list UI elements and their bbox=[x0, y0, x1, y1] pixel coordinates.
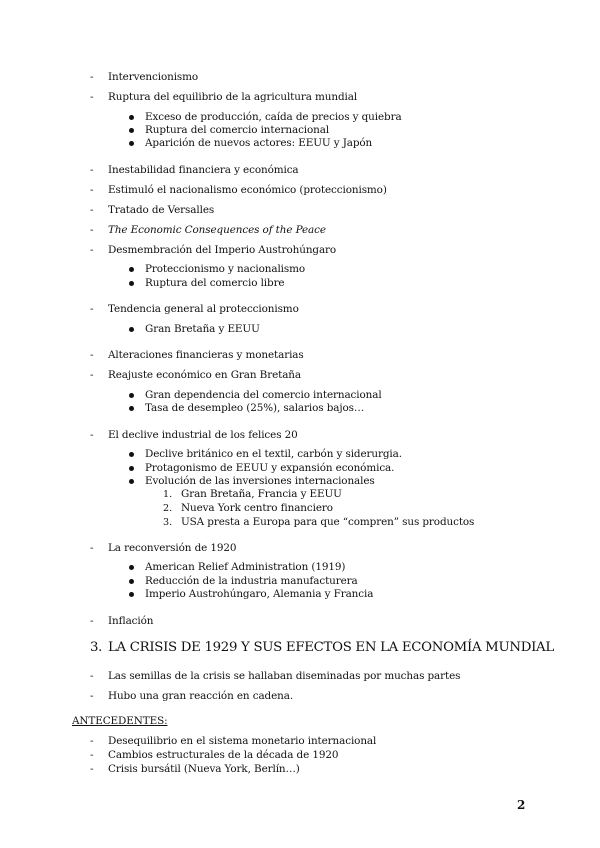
bullet-dot bbox=[129, 452, 134, 457]
bullet-dot bbox=[129, 327, 134, 332]
sub-item: Exceso de producción, caída de precios y quiebra bbox=[145, 111, 402, 123]
dash: - bbox=[90, 369, 94, 381]
bullet-dot bbox=[129, 115, 134, 120]
numbered-marker: 1. bbox=[163, 489, 173, 500]
numbered-item: Nueva York centro financiero bbox=[181, 502, 333, 514]
dash: - bbox=[90, 542, 94, 554]
antecedentes-heading: ANTECEDENTES: bbox=[72, 715, 168, 727]
dash: - bbox=[90, 303, 94, 315]
list-item-intervencionismo: Intervencionismo bbox=[108, 71, 199, 83]
dash: - bbox=[90, 224, 94, 236]
dash: - bbox=[90, 735, 94, 747]
list-item-inestabilidad: Inestabilidad financiera y económica bbox=[108, 164, 299, 176]
sub-item: Protagonismo de EEUU y expansión económica. bbox=[145, 462, 395, 474]
bullet-dot bbox=[129, 406, 134, 411]
bullet-dot bbox=[129, 141, 134, 146]
numbered-marker: 2. bbox=[163, 503, 173, 514]
list-item-antecedente: Crisis bursátil (Nueva York, Berlín…) bbox=[108, 763, 300, 775]
sub-item: American Relief Administration (1919) bbox=[145, 561, 346, 573]
sub-item: Gran Bretaña y EEUU bbox=[145, 323, 260, 335]
list-item-declive: El declive industrial de los felices 20 bbox=[108, 429, 298, 441]
sub-item: Evolución de las inversiones internacionales bbox=[145, 475, 375, 487]
list-item-agricultura: Ruptura del equilibrio de la agricultura mundial bbox=[108, 91, 358, 103]
dash: - bbox=[90, 164, 94, 176]
sub-item: Tasa de desempleo (25%), salarios bajos… bbox=[145, 402, 365, 414]
bullet-dot bbox=[129, 479, 134, 484]
list-item-reaccion: Hubo una gran reacción en cadena. bbox=[108, 690, 294, 702]
list-item-nacionalismo: Estimuló el nacionalismo económico (proteccionismo) bbox=[108, 184, 387, 196]
list-item-inflacion: Inflación bbox=[108, 615, 154, 627]
sub-item: Ruptura del comercio internacional bbox=[145, 124, 330, 136]
list-item-book-title: The Economic Consequences of the Peace bbox=[108, 224, 326, 236]
list-item-reconversion: La reconversión de 1920 bbox=[108, 542, 237, 554]
dash: - bbox=[90, 184, 94, 196]
dash: - bbox=[90, 670, 94, 682]
bullet-dot bbox=[129, 267, 134, 272]
list-item-versalles: Tratado de Versalles bbox=[108, 204, 215, 216]
section-number: 3. bbox=[90, 640, 103, 655]
dash: - bbox=[90, 615, 94, 627]
dash: - bbox=[90, 244, 94, 256]
list-item-reajuste: Reajuste económico en Gran Bretaña bbox=[108, 369, 301, 381]
list-item-austrohungaro: Desmembración del Imperio Austrohúngaro bbox=[108, 244, 337, 256]
section-heading: LA CRISIS DE 1929 Y SUS EFECTOS EN LA ECONOMÍA MUNDIAL bbox=[108, 640, 554, 655]
sub-item: Aparición de nuevos actores: EEUU y Japón bbox=[145, 137, 373, 149]
bullet-dot bbox=[129, 128, 134, 133]
page-number: 2 bbox=[517, 798, 526, 812]
bullet-dot bbox=[129, 565, 134, 570]
bullet-dot bbox=[129, 592, 134, 597]
sub-item: Gran dependencia del comercio internacional bbox=[145, 389, 382, 401]
sub-item: Declive británico en el textil, carbón y siderurgia. bbox=[145, 448, 402, 460]
bullet-dot bbox=[129, 466, 134, 471]
list-item-alteraciones: Alteraciones financieras y monetarias bbox=[108, 349, 304, 361]
list-item-proteccionismo: Tendencia general al proteccionismo bbox=[108, 303, 299, 315]
sub-item: Ruptura del comercio libre bbox=[145, 277, 285, 289]
sub-item: Proteccionismo y nacionalismo bbox=[145, 263, 306, 275]
dash: - bbox=[90, 91, 94, 103]
numbered-marker: 3. bbox=[163, 517, 173, 528]
list-item-antecedente: Cambios estructurales de la década de 1920 bbox=[108, 749, 339, 761]
dash: - bbox=[90, 429, 94, 441]
dash: - bbox=[90, 763, 94, 775]
bullet-dot bbox=[129, 281, 134, 286]
list-item-semillas: Las semillas de la crisis se hallaban diseminadas por muchas partes bbox=[108, 670, 461, 682]
dash: - bbox=[90, 204, 94, 216]
sub-item: Imperio Austrohúngaro, Alemania y Francia bbox=[145, 588, 374, 600]
sub-item: Reducción de la industria manufacturera bbox=[145, 575, 358, 587]
list-item-antecedente: Desequilibrio en el sistema monetario internacional bbox=[108, 735, 377, 747]
bullet-dot bbox=[129, 579, 134, 584]
bullet-dot bbox=[129, 393, 134, 398]
dash: - bbox=[90, 749, 94, 761]
dash: - bbox=[90, 349, 94, 361]
dash: - bbox=[90, 71, 94, 83]
numbered-item: USA presta a Europa para que “compren” sus productos bbox=[181, 516, 475, 528]
dash: - bbox=[90, 690, 94, 702]
numbered-item: Gran Bretaña, Francia y EEUU bbox=[181, 488, 342, 500]
